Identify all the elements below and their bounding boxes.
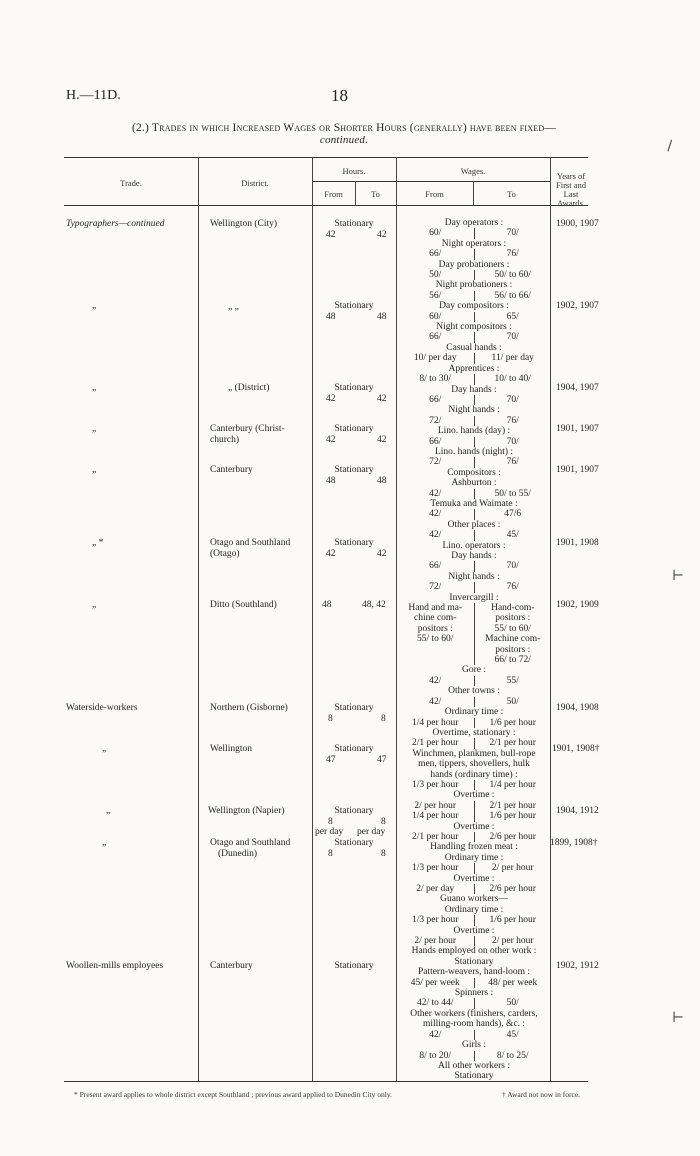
wage-label: Hands employed on other work : (411, 946, 537, 957)
district-cell: Ditto (Southland) (210, 600, 277, 610)
wage-to: 70/ (506, 436, 519, 447)
hours-from: 48 (326, 476, 336, 486)
wage-label: Ordinary time : (444, 904, 504, 915)
wage-from: 42/ (397, 1030, 475, 1040)
wage-from: 66/ (397, 561, 475, 571)
title-continued: continued. (319, 134, 369, 146)
wage-label: Night hands : (448, 571, 500, 582)
wage-to: 11/ per day (491, 353, 534, 364)
margin-pin-mark: ⊢ (672, 569, 685, 584)
wage-from: 2/1 per hour (397, 832, 475, 842)
wage-to: 70/ (506, 394, 519, 405)
wage-pair (397, 228, 551, 238)
wage-to: 55/ to 60/ (494, 623, 531, 634)
wage-from: chine com- (397, 613, 475, 623)
col-header-wages-to: To (507, 189, 516, 199)
wage-to: 10/ to 40/ (494, 374, 531, 385)
wage-to: 50/ (506, 696, 519, 707)
ditto-mark: „ (92, 383, 97, 393)
hours-to: 8 (381, 849, 386, 859)
hours-label: Stationary (334, 744, 374, 754)
wage-label: Day hands : (451, 384, 497, 395)
wage-label: men, tippers, shovellers, hulk (418, 759, 530, 770)
district-cell: Otago and Southland (210, 538, 291, 548)
wage-from: 42/ (397, 676, 475, 686)
hours-to: 42 (377, 394, 387, 404)
wage-label: Invercargill : (449, 592, 499, 603)
wage-label: Compositors : (447, 467, 501, 478)
wage-label: Handling frozen meat : (430, 842, 518, 853)
hours-subhead-rule (312, 181, 550, 182)
hours-label: Stationary (334, 961, 374, 971)
hours-to: 48 (377, 476, 387, 486)
hours-from: 47 (326, 755, 336, 765)
wage-label: Day probationers : (438, 259, 510, 270)
wage-label: Overtime : (453, 790, 495, 801)
wage-from: 66/ (397, 332, 475, 342)
wage-pair (397, 884, 551, 894)
wage-pair (397, 530, 551, 540)
hours-label: Stationary (334, 806, 374, 816)
table-header-rule (64, 205, 588, 206)
wage-from: Hand and ma- (397, 603, 475, 613)
wage-to: 70/ (506, 228, 519, 239)
district-cell: Wellington (City) (210, 219, 278, 229)
wage-from: 2/ per hour (397, 936, 475, 946)
wage-pair (397, 832, 551, 842)
district-cell: Canterbury (210, 961, 253, 971)
wage-from: 42/ (397, 697, 475, 707)
wage-label: Overtime : (453, 873, 495, 884)
wage-label: Ordinary time : (444, 852, 504, 863)
years-cell: 1899, 1908† (550, 838, 598, 848)
years-cell: 1901, 1908 (556, 538, 599, 548)
wage-to: 55/ (506, 675, 519, 686)
footnote-dagger: † Award not now in force. (502, 1090, 581, 1099)
years-cell: 1901, 1907 (556, 465, 599, 475)
hours-label: Stationary (334, 301, 374, 311)
years-cell: 1904, 1907 (556, 383, 599, 393)
hours-from: 42 (326, 549, 336, 559)
wage-pair (397, 312, 551, 322)
years-cell: 1902, 1912 (556, 961, 599, 971)
col-divider-trade (198, 157, 199, 1081)
wage-label: Girls : (461, 1040, 486, 1051)
wage-label: Ordinary time : (444, 707, 504, 718)
wage-from (397, 645, 475, 655)
ditto-mark: „ * (92, 538, 104, 548)
wage-label: Lino. operators : (442, 540, 506, 551)
ditto-mark: „ (92, 424, 97, 434)
wage-label: Ashburton : (451, 478, 497, 489)
hours-label: Stationary (334, 424, 374, 434)
wage-to: 70/ (506, 561, 519, 572)
district-cell: Canterbury (Christ- (210, 424, 285, 434)
wage-from: 1/3 per hour (397, 780, 475, 790)
wage-label: Spinners : (454, 988, 494, 999)
hours-label: Stationary (334, 703, 374, 713)
hours-to: 8 (381, 817, 386, 827)
col-header-hours-to: To (371, 189, 380, 199)
wage-label: Temuka and Waimate : (430, 498, 518, 509)
table-top-rule (64, 157, 588, 158)
wage-pair (397, 416, 551, 426)
wage-pair (397, 582, 551, 592)
col-header-wages-from: From (425, 189, 444, 199)
wage-label: Night probationers : (435, 280, 513, 291)
wage-to: 2/6 per hour (489, 884, 536, 894)
wage-from: 66/ (397, 437, 475, 447)
wage-from: 55/ to 60/ (397, 634, 475, 644)
hours-to: 48, 42 (362, 600, 386, 610)
wages-column (397, 218, 551, 1082)
district-cell: Northern (Gisborne) (210, 703, 288, 713)
district-cell-cont: (Dunedin) (218, 849, 258, 859)
wage-label: Night operators : (441, 238, 507, 249)
wage-label: Overtime : (453, 925, 495, 936)
hours-from: 42 (326, 435, 336, 445)
hours-unit-to: per day (357, 827, 386, 837)
wage-from: 72/ (397, 416, 475, 426)
footnote-star: * Present award applies to whole district except Southland ; previous award applied to Dunedin City only. (74, 1090, 392, 1099)
wage-pair (397, 738, 551, 748)
district-cell: Wellington (210, 744, 252, 754)
wage-pair (397, 718, 551, 728)
wage-pair (397, 1030, 551, 1040)
wage-to: 2/ per hour (491, 936, 534, 947)
wage-from: 45/ per week (397, 978, 475, 988)
wage-pair (397, 676, 551, 686)
district-cell: Canterbury (210, 465, 253, 475)
margin-pin-mark: ⊢ (672, 1011, 685, 1026)
title-main: (2.) Trades in which Increased Wages or Shorter Hours (generally) have been fixed— (131, 122, 557, 134)
district-cell-cont: (Otago) (210, 549, 240, 559)
district-cell: Otago and Southland (210, 838, 291, 848)
wage-label: Pattern-weavers, hand-loom : (417, 967, 531, 978)
wage-pair (397, 291, 551, 301)
wage-label: Day compositors : (439, 301, 509, 312)
hours-to: 8 (381, 714, 386, 724)
hours-to: 42 (377, 549, 387, 559)
wage-pair (397, 998, 551, 1008)
wage-to: Machine com- (485, 634, 541, 645)
wage-to: 50/ (506, 998, 519, 1009)
trade-cell: Waterside-workers (66, 703, 138, 713)
years-cell: 1904, 1908 (556, 703, 599, 713)
wage-label: Stationary (454, 956, 494, 967)
wage-pair (397, 655, 551, 665)
wage-pair (397, 624, 551, 634)
wage-to: 76/ (506, 249, 519, 260)
wage-label: Overtime, stationary : (432, 727, 516, 738)
wage-to: 8/ to 25/ (496, 1050, 529, 1061)
ditto-mark: „ (92, 600, 97, 610)
ditto-mark: „ (92, 465, 97, 475)
years-cell: 1900, 1907 (556, 219, 599, 229)
wage-from: 2/ per hour (397, 801, 475, 811)
hours-from: 48 (322, 600, 332, 610)
years-cell: 1904, 1912 (556, 806, 599, 816)
wage-label: Lino. hands (day) : (437, 426, 511, 437)
wage-from: 1/3 per hour (397, 915, 475, 925)
wage-from (397, 655, 475, 665)
trade-cell: Woollen-mills employees (66, 961, 164, 971)
wage-label: Guano workers— (440, 894, 508, 905)
wage-to: positors : (495, 613, 531, 624)
wage-to: 2/ per hour (491, 863, 534, 874)
wage-label: Night hands : (448, 405, 500, 416)
hours-to: 48 (377, 312, 387, 322)
wage-from: 8/ to 20/ (397, 1051, 475, 1061)
wage-to: 76/ (506, 582, 519, 593)
wage-label: Gore : (461, 665, 486, 676)
wage-to: 1/6 per hour (489, 915, 536, 926)
hours-from: 42 (326, 394, 336, 404)
wage-from: 1/3 per hour (397, 863, 475, 873)
wage-to: Hand-com- (491, 603, 535, 614)
district-cell: „ (District) (228, 383, 270, 393)
wage-pair (397, 1051, 551, 1061)
wage-from: 60/ (397, 228, 475, 238)
wage-label: All other workers : (437, 1060, 511, 1071)
hours-from: 8 (328, 849, 333, 859)
wage-label: Casual hands : (446, 342, 502, 353)
wage-to: 2/1 per hour (489, 738, 536, 749)
wage-pair (397, 645, 551, 655)
years-cell: 1901, 1907 (556, 424, 599, 434)
wage-pair (397, 509, 551, 519)
wage-from: 60/ (397, 312, 475, 322)
wage-label: hands (ordinary time) : (430, 769, 518, 780)
hours-label: Stationary (334, 219, 374, 229)
ditto-mark: „ (102, 744, 107, 754)
wage-label: Winchmen, plankmen, bull-rope (412, 748, 536, 759)
wage-to: positors : (495, 644, 531, 655)
hours-label: Stationary (334, 383, 374, 393)
wage-pair (397, 561, 551, 571)
wage-from: 8/ to 30/ (397, 374, 475, 384)
wage-from: 66/ (397, 395, 475, 405)
col-header-trade: Trade. (120, 178, 142, 188)
trade-cell: Typographers—continued (66, 219, 165, 229)
page-number: 18 (331, 86, 348, 105)
hours-from: 8 (328, 714, 333, 724)
wage-pair (397, 489, 551, 499)
col-header-district: District. (241, 178, 269, 188)
wage-from: 42/ to 44/ (397, 998, 475, 1008)
wage-label: Night compositors : (436, 322, 512, 333)
wage-label: Lino. hands (night) : (434, 446, 514, 457)
wage-to: 1/6 per hour (489, 717, 536, 728)
hours-from: 8 (328, 817, 333, 827)
wage-from: 1/4 per hour (397, 718, 475, 728)
hours-from: 48 (326, 312, 336, 322)
document-code: H.—11D. (66, 88, 121, 103)
hours-label: Stationary (334, 465, 374, 475)
wage-to: 66/ to 72/ (494, 655, 531, 666)
wage-pair (397, 915, 551, 925)
wage-label: milling-room hands), &c. : (422, 1019, 526, 1030)
wage-to: 2/6 per hour (489, 831, 536, 842)
wage-to: 45/ (506, 1029, 519, 1040)
wage-label: Stationary (454, 1071, 494, 1082)
col-header-hours: Hours. (342, 166, 366, 176)
ditto-mark: „ (102, 838, 107, 848)
wage-label: Other towns : (448, 686, 500, 697)
wage-to: 2/1 per hour (489, 800, 536, 811)
wage-pair (397, 811, 551, 821)
wage-to: 76/ (506, 457, 519, 468)
hours-unit-from: per day (315, 827, 344, 837)
wage-to: 1/6 per hour (489, 811, 536, 822)
wage-from: 42/ (397, 489, 475, 499)
wage-from: 72/ (397, 457, 475, 467)
wage-pair (397, 353, 551, 363)
wage-pair (397, 374, 551, 384)
wage-to: 65/ (506, 311, 519, 322)
wage-pair (397, 801, 551, 811)
wage-to: 47/6 (504, 509, 522, 520)
wage-to: 1/4 per hour (489, 779, 536, 790)
wage-to: 56/ to 66/ (494, 290, 531, 301)
district-cell: Wellington (Napier) (208, 806, 285, 816)
wage-to: 50/ to 55/ (494, 488, 531, 499)
hours-to: 47 (377, 755, 387, 765)
wage-pair (397, 613, 551, 623)
wage-label: Apprentices : (448, 363, 500, 374)
wage-to: 70/ (506, 332, 519, 343)
wage-label: Other workers (finishers, carders, (410, 1008, 538, 1019)
wage-from: 10/ per day (397, 353, 475, 363)
wage-to: 50/ to 60/ (494, 270, 531, 281)
wage-from: 72/ (397, 582, 475, 592)
wage-to: 76/ (506, 415, 519, 426)
wage-pair (397, 697, 551, 707)
col-header-years: Years of First and Last Awards. (556, 171, 586, 208)
wage-from: 1/4 per hour (397, 811, 475, 821)
wage-pair (397, 603, 551, 613)
years-cell: 1901, 1908† (552, 744, 600, 754)
wage-label: Overtime : (453, 821, 495, 832)
wage-label: Day operators : (444, 218, 504, 228)
table-title (64, 122, 624, 146)
district-cell-cont: church) (210, 435, 240, 445)
wage-pair (397, 634, 551, 644)
hours-from: 42 (326, 230, 336, 240)
wage-pair (397, 437, 551, 447)
years-cell: 1902, 1909 (556, 600, 599, 610)
wage-from: 50/ (397, 270, 475, 280)
wage-from: 42/ (397, 530, 475, 540)
col-header-wages: Wages. (460, 166, 486, 176)
wage-from: 2/1 per hour (397, 738, 475, 748)
ditto-mark: „ (92, 301, 97, 311)
wage-to: 48/ per week (488, 977, 538, 988)
wage-label: Other places : (447, 519, 501, 530)
hours-label: Stationary (334, 538, 374, 548)
ditto-mark: „ (106, 806, 111, 816)
wage-pair (397, 936, 551, 946)
wage-pair (397, 332, 551, 342)
col-divider-district (312, 157, 313, 1081)
hours-to: 42 (377, 435, 387, 445)
wage-to: 45/ (506, 530, 519, 541)
district-cell: „ „ (228, 302, 239, 312)
wage-label: Day hands : (451, 551, 497, 561)
wage-from: 56/ (397, 291, 475, 301)
wage-pair (397, 270, 551, 280)
wage-pair (397, 780, 551, 790)
wage-pair (397, 863, 551, 873)
wage-pair (397, 395, 551, 405)
hours-to: 42 (377, 230, 387, 240)
wage-from: positors : (397, 624, 475, 634)
margin-tick-mark: ∖ (660, 137, 677, 156)
wage-from: 42/ (397, 509, 475, 519)
wage-pair (397, 978, 551, 988)
col-header-hours-from: From (324, 189, 343, 199)
wage-from: 2/ per day (397, 884, 475, 894)
years-cell: 1902, 1907 (556, 301, 599, 311)
hours-label: Stationary (334, 838, 374, 848)
wage-pair (397, 249, 551, 259)
wage-from: 66/ (397, 249, 475, 259)
wage-pair (397, 457, 551, 467)
